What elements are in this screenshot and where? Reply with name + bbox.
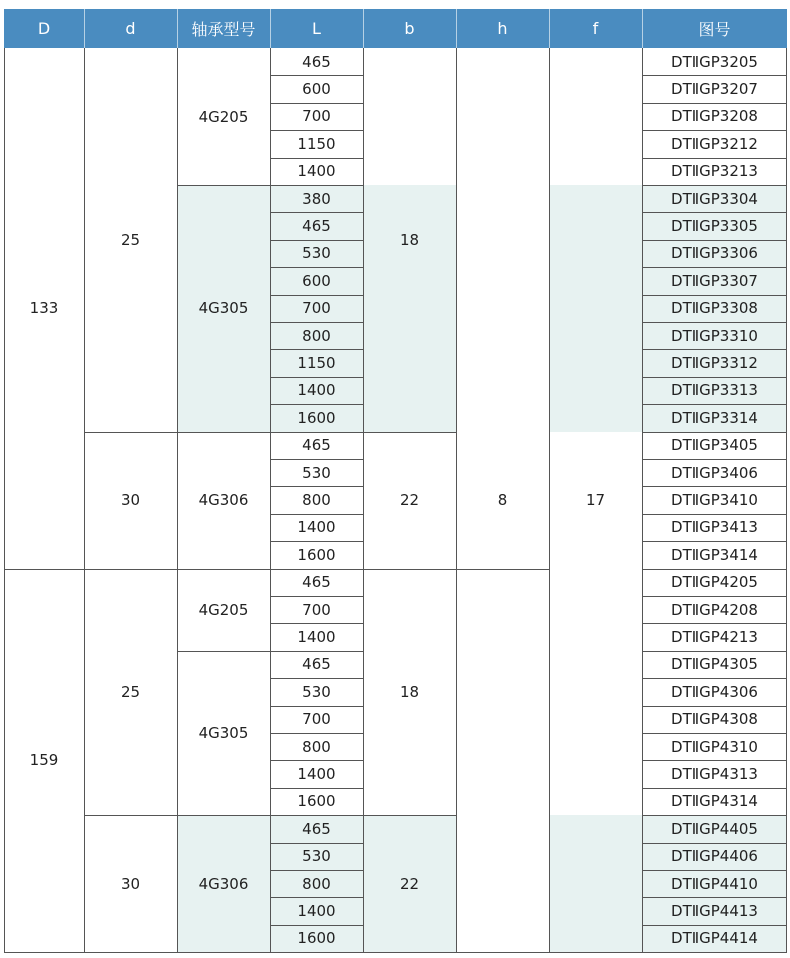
column-header-h: h: [456, 9, 549, 48]
bearing-cell: 4G305: [198, 723, 249, 742]
drawing-number-cell: DTⅡGP3310: [671, 326, 758, 345]
l-cell: 465: [302, 217, 331, 236]
drawing-number-cell: DTⅡGP3308: [671, 299, 758, 318]
l-cell: 530: [302, 682, 331, 701]
column-header-l: L: [270, 9, 363, 48]
bearing-cell: 4G306: [198, 491, 249, 510]
d-inner-cell: 30: [120, 491, 141, 510]
l-cell: 1600: [297, 792, 336, 811]
drawing-number-cell: DTⅡGP4406: [671, 847, 758, 866]
l-cell: 1400: [297, 628, 336, 647]
l-cell: 700: [302, 299, 331, 318]
l-cell: 1600: [297, 408, 336, 427]
drawing-number-cell: DTⅡGP3313: [671, 381, 758, 400]
drawing-number-cell: DTⅡGP4208: [671, 600, 758, 619]
d-inner-cell: 30: [120, 874, 141, 893]
l-cell: 465: [302, 52, 331, 71]
bearing-cell: 4G205: [198, 600, 249, 619]
l-cell: 1400: [297, 518, 336, 537]
l-cell: 800: [302, 737, 331, 756]
drawing-number-cell: DTⅡGP4413: [671, 902, 758, 921]
l-cell: 600: [302, 271, 331, 290]
l-cell: 700: [302, 107, 331, 126]
l-cell: 380: [302, 189, 331, 208]
drawing-number-cell: DTⅡGP4405: [671, 819, 758, 838]
drawing-number-cell: DTⅡGP4213: [671, 628, 758, 647]
l-cell: 465: [302, 573, 331, 592]
l-cell: 1400: [297, 902, 336, 921]
l-cell: 465: [302, 655, 331, 674]
l-cell: 1150: [297, 134, 336, 153]
b-cell: 22: [399, 491, 420, 510]
drawing-number-cell: DTⅡGP3307: [671, 271, 758, 290]
d-outer-cell: 159: [29, 751, 59, 770]
table-gridlines: [4, 9, 787, 953]
l-cell: 530: [302, 244, 331, 263]
drawing-number-cell: DTⅡGP4414: [671, 929, 758, 948]
drawing-number-cell: DTⅡGP3405: [671, 436, 758, 455]
l-cell: 700: [302, 600, 331, 619]
l-cell: 800: [302, 491, 331, 510]
l-cell: 1400: [297, 162, 336, 181]
drawing-number-cell: DTⅡGP4308: [671, 710, 758, 729]
column-header-bearing: 轴承型号: [177, 9, 270, 48]
drawing-number-cell: DTⅡGP3406: [671, 463, 758, 482]
b-cell: 18: [399, 230, 420, 249]
drawing-number-cell: DTⅡGP3305: [671, 217, 758, 236]
drawing-number-cell: DTⅡGP3207: [671, 80, 758, 99]
l-cell: 800: [302, 874, 331, 893]
l-cell: 530: [302, 847, 331, 866]
l-cell: 465: [302, 436, 331, 455]
column-header-drawing: 图号: [642, 9, 787, 48]
bearing-cell: 4G306: [198, 874, 249, 893]
d-inner-cell: 25: [120, 230, 141, 249]
l-cell: 1400: [297, 765, 336, 784]
drawing-number-cell: DTⅡGP3410: [671, 491, 758, 510]
bearing-cell: 4G205: [198, 107, 249, 126]
l-cell: 1400: [297, 381, 336, 400]
d-inner-cell: 25: [120, 682, 141, 701]
drawing-number-cell: DTⅡGP4314: [671, 792, 758, 811]
drawing-number-cell: DTⅡGP3314: [671, 408, 758, 427]
l-cell: 800: [302, 326, 331, 345]
l-cell: 600: [302, 80, 331, 99]
drawing-number-cell: DTⅡGP4305: [671, 655, 758, 674]
drawing-number-cell: DTⅡGP3208: [671, 107, 758, 126]
drawing-number-cell: DTⅡGP4410: [671, 874, 758, 893]
drawing-number-cell: DTⅡGP3306: [671, 244, 758, 263]
drawing-number-cell: DTⅡGP3413: [671, 518, 758, 537]
drawing-number-cell: DTⅡGP4306: [671, 682, 758, 701]
column-header-d: D: [4, 9, 84, 48]
h-cell: 8: [497, 491, 508, 510]
drawing-number-cell: DTⅡGP4310: [671, 737, 758, 756]
drawing-number-cell: DTⅡGP3414: [671, 545, 758, 564]
column-header-f: f: [549, 9, 642, 48]
bearing-spec-table: [4, 9, 787, 953]
l-cell: 465: [302, 819, 331, 838]
l-cell: 700: [302, 710, 331, 729]
drawing-number-cell: DTⅡGP3304: [671, 189, 758, 208]
l-cell: 1600: [297, 929, 336, 948]
drawing-number-cell: DTⅡGP3205: [671, 52, 758, 71]
drawing-number-cell: DTⅡGP3312: [671, 354, 758, 373]
f-cell: 17: [585, 491, 606, 510]
d-outer-cell: 133: [29, 299, 59, 318]
drawing-number-cell: DTⅡGP3213: [671, 162, 758, 181]
bearing-cell: 4G305: [198, 299, 249, 318]
l-cell: 530: [302, 463, 331, 482]
drawing-number-cell: DTⅡGP4313: [671, 765, 758, 784]
l-cell: 1150: [297, 354, 336, 373]
b-cell: 18: [399, 682, 420, 701]
b-cell: 22: [399, 874, 420, 893]
column-header-d: d: [84, 9, 177, 48]
drawing-number-cell: DTⅡGP4205: [671, 573, 758, 592]
l-cell: 1600: [297, 545, 336, 564]
drawing-number-cell: DTⅡGP3212: [671, 134, 758, 153]
column-header-b: b: [363, 9, 456, 48]
